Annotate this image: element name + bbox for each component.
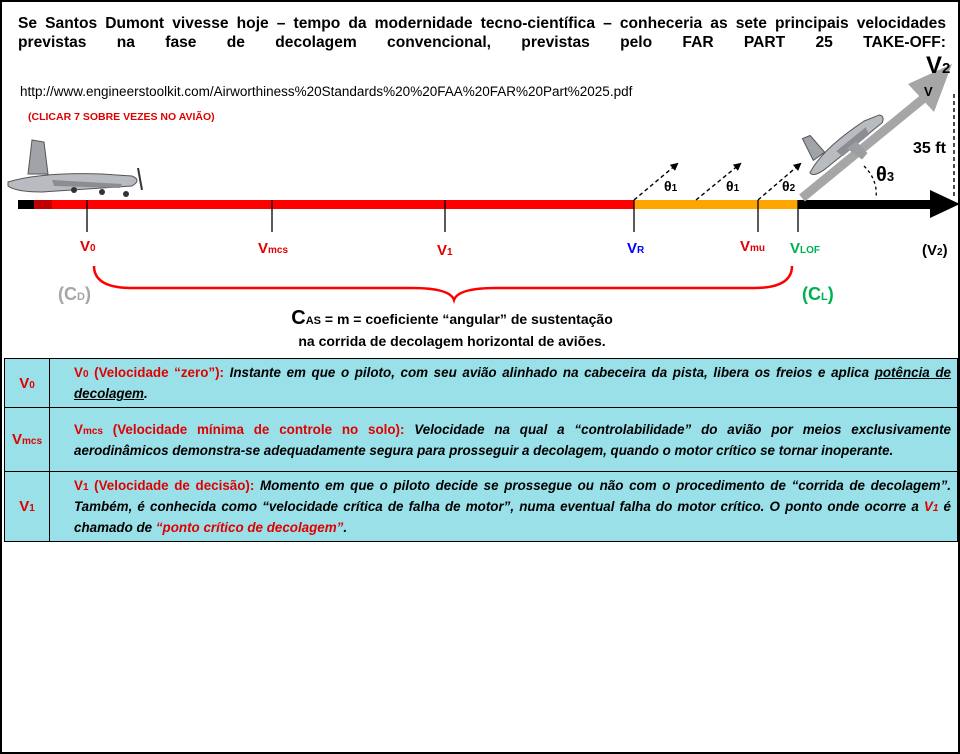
theta1-label-a: θ1 (664, 178, 678, 194)
cas-brace (94, 266, 792, 300)
theta3-arc (864, 166, 876, 198)
theta3-label: θ3 (876, 164, 895, 186)
table-row (5, 408, 958, 472)
click-instruction: (CLICAR 7 SOBRE VEZES NO AVIÃO) (28, 111, 215, 123)
runway-black-segment (798, 200, 932, 209)
speed-definitions-table (4, 358, 958, 542)
reference-link[interactable]: http://www.engineerstoolkit.com/Airworthiness%20Standards%20%20FAA%20FAR%20Part%2025.pdf (20, 84, 633, 99)
cas-definition: CAS = m = coeficiente “angular” de sustentação na corrida de decolagem horizontal de aviões. (291, 307, 613, 349)
row-key-v1: V1 (5, 472, 50, 542)
vr-label: VR (627, 240, 645, 257)
page-title: Se Santos Dumont vivesse hoje – tempo da modernidade tecno-científica – conheceria as sete principais velocidades previstas na fase de decolagem convencional, previstas pelo FAR PART 25 TAKE-OFF: (18, 15, 946, 51)
theta1-label-b: θ1 (726, 178, 740, 194)
row-key-v0: V0 (5, 359, 50, 408)
cd-label: (CD) (58, 284, 91, 304)
row-desc-vmcs: Vmcs (Velocidade mínima de controle no solo): Velocidade na qual a “controlabilidade” do avião por meios exclusivamente aerodinâmicos demonstra-se adequadamente segura para prosseguir a decolagem, quando o motor crítico se tornar inoperante. (50, 408, 958, 472)
vmcs-label: Vmcs (258, 240, 289, 257)
v0-label: V0 (80, 238, 96, 255)
row-key-vmcs: Vmcs (5, 408, 50, 472)
table-row (5, 359, 958, 408)
runway-red-segment (52, 200, 634, 209)
row-desc-v1: V1 (Velocidade de decisão): Momento em que o piloto decide se prossegue ou não com o procedimento de “corrida de decolagem”. Também, é conhecida como “velocidade crítica de falha de motor”, numa eventual falha do motor crítico. O ponto onde ocorre a V1 é chamado de “ponto crítico de decolagem”. (50, 472, 958, 542)
v1-label: V1 (437, 242, 453, 259)
runway-darkred-segment (34, 200, 52, 209)
table-row (5, 472, 958, 542)
row-desc-v0: V0 (Velocidade “zero”): Instante em que o piloto, com seu avião alinhado na cabeceira da pista, libera os freios e aplica potência de decolagem. (50, 359, 958, 408)
v2-top-label: V2 (926, 52, 951, 79)
runway-start-segment (18, 200, 34, 209)
runway-orange-segment (634, 200, 798, 209)
v2-paren-label: (V2) (922, 242, 948, 259)
cl-label: (CL) (802, 284, 834, 304)
theta2-label: θ2 (782, 178, 796, 194)
height-label: 35 ft (913, 140, 946, 157)
vlof-label: VLOF (790, 240, 821, 257)
airplane-ground-icon[interactable] (8, 140, 142, 197)
v-small-label: V (924, 84, 933, 99)
vmu-label: Vmu (740, 238, 766, 255)
